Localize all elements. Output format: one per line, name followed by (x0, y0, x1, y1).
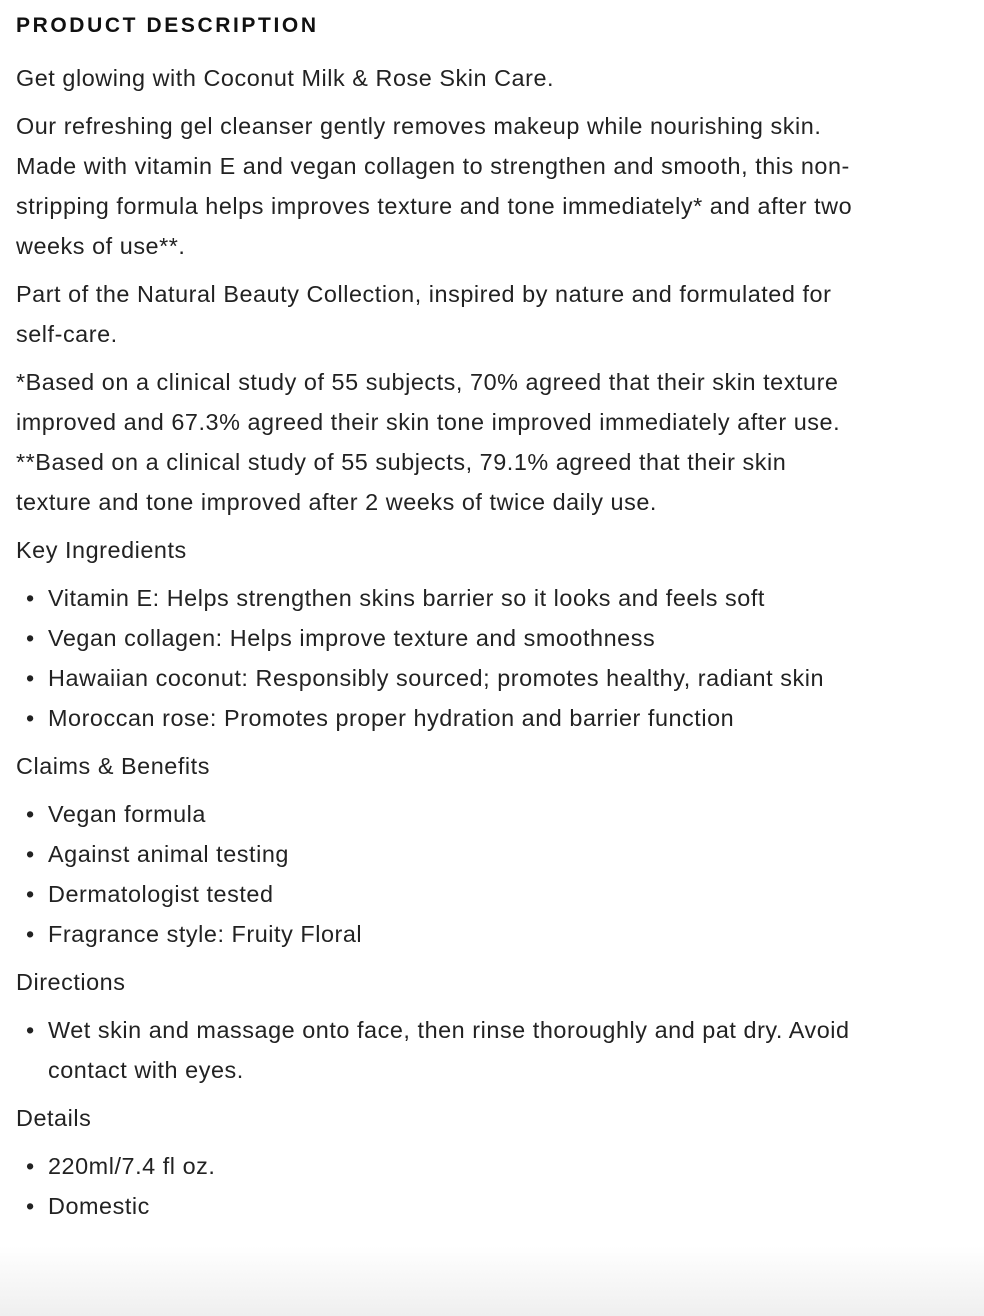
footnote-1: *Based on a clinical study of 55 subjects, 70% agreed that their skin texture improved and 67.3% agreed their skin tone improved immediately after use. (16, 369, 841, 435)
directions-heading: Directions (16, 969, 126, 995)
bottom-fade-overlay (0, 1246, 984, 1316)
list-item: • Vegan formula (16, 794, 856, 834)
list-item: • Hawaiian coconut: Responsibly sourced; promotes healthy, radiant skin (16, 658, 856, 698)
list-item: • Vegan collagen: Helps improve texture and smoothness (16, 618, 856, 658)
claims-heading: Claims & Benefits (16, 753, 210, 779)
list-item: • Moroccan rose: Promotes proper hydration and barrier function (16, 698, 856, 738)
list-item: • Against animal testing (16, 834, 856, 874)
list-item: • Dermatologist tested (16, 874, 856, 914)
description-paragraph: Our refreshing gel cleanser gently removes makeup while nourishing skin. Made with vitamin E and vegan collagen to strengthen and smooth, this non-stripping formula helps improves texture and tone immediately* and after two weeks of use**. (16, 113, 853, 259)
key-ingredients-heading: Key Ingredients (16, 537, 187, 563)
collection-paragraph: Part of the Natural Beauty Collection, inspired by nature and formulated for self-care. (16, 281, 832, 347)
list-item: • Wet skin and massage onto face, then rinse thoroughly and pat dry. Avoid contact with eyes. (16, 1010, 856, 1090)
list-item: • Fragrance style: Fruity Floral (16, 914, 856, 954)
list-item: • 220ml/7.4 fl oz. (16, 1146, 856, 1186)
section-title: PRODUCT DESCRIPTION (16, 14, 319, 37)
list-item: • Vitamin E: Helps strengthen skins barrier so it looks and feels soft (16, 578, 856, 618)
footnote-2: **Based on a clinical study of 55 subjects, 79.1% agreed that their skin texture and tone improved after 2 weeks of twice daily use. (16, 449, 787, 515)
key-ingredients-list (16, 578, 856, 738)
directions-list (16, 1010, 856, 1090)
product-description-panel (16, 0, 856, 1226)
claims-list (16, 794, 856, 954)
details-heading: Details (16, 1105, 92, 1131)
details-list (16, 1146, 856, 1226)
intro-text: Get glowing with Coconut Milk & Rose Skin Care. (16, 65, 555, 91)
list-item: • Domestic (16, 1186, 856, 1226)
